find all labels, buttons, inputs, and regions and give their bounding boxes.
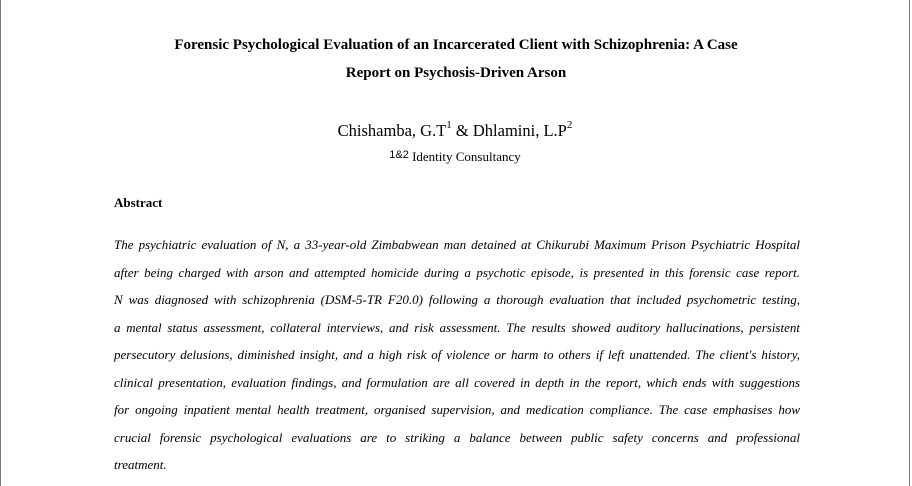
paper-title-line-2: Report on Psychosis-Driven Arson — [345, 65, 567, 81]
abstract-line: N was diagnosed with schizophrenia (DSM-5-TR F20.0) following a thorough evaluation that included psychometric testing, — [114, 292, 800, 307]
affiliation-name: Identity Consultancy — [412, 149, 521, 164]
affiliation-line — [1, 146, 909, 166]
paper-title — [101, 31, 811, 87]
abstract-line: for ongoing inpatient mental health treatment, organised supervision, and medication compliance. The case emphasises how — [114, 402, 800, 417]
author-2-name: Dhlamini, L.P — [472, 121, 567, 140]
author-1-name: Chishamba, G.T — [337, 121, 447, 140]
author-2-superscript: 2 — [566, 119, 573, 131]
abstract-line: after being charged with arson and attempted homicide during a psychotic episode, is presented in this forensic case report. — [114, 264, 800, 280]
author-1-superscript: 1 — [446, 119, 452, 131]
abstract-heading: Abstract — [114, 195, 163, 210]
abstract-line: persecutory delusions, diminished insight, and a high risk of violence or harm to others if left unattended. The client's history, — [114, 347, 800, 362]
abstract-line: treatment. — [114, 457, 167, 472]
abstract-line: The psychiatric evaluation of N, a 33-year-old Zimbabwean man detained at Chikurubi Maximum Prison Psychiatric Hospital — [114, 237, 800, 252]
author-separator: & — [451, 121, 473, 140]
abstract-body — [114, 231, 800, 479]
abstract-line: clinical presentation, evaluation findings, and formulation are all covered in depth in the report, which ends with suggestions — [114, 374, 800, 390]
paper-title-line-1: Forensic Psychological Evaluation of an Incarcerated Client with Schizophrenia: A Case — [174, 37, 738, 53]
abstract-line: crucial forensic psychological evaluations are to striking a balance between public safety concerns and professional — [114, 429, 800, 445]
affiliation-number: 1&2 — [389, 149, 409, 161]
abstract-line: a mental status assessment, collateral interviews, and risk assessment. The results showed auditory hallucinations, persistent — [114, 319, 800, 335]
author-line — [1, 121, 909, 141]
